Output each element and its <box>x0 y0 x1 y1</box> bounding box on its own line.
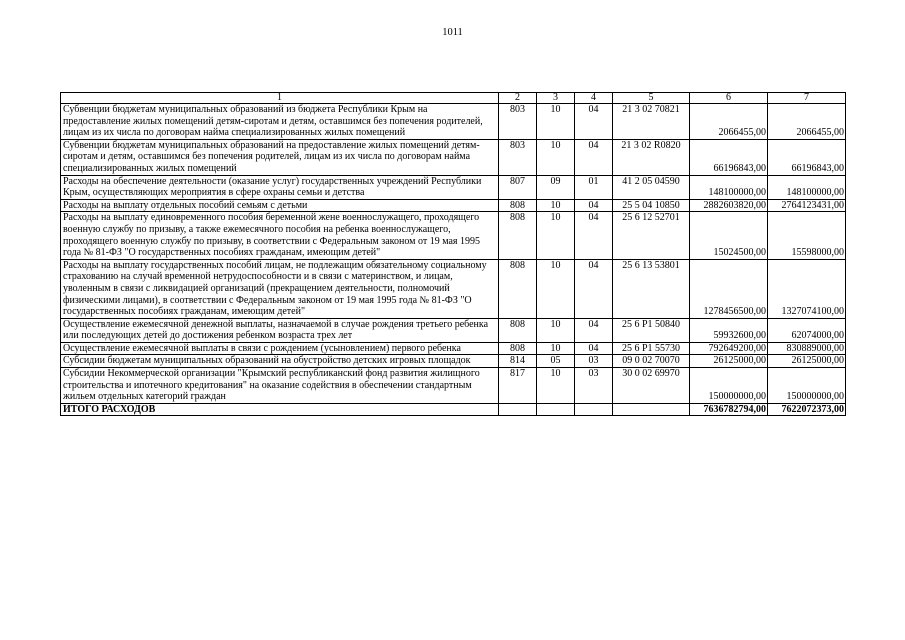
row-subsection-code: 04 <box>575 342 613 355</box>
budget-table <box>60 92 846 416</box>
row-section-code: 10 <box>537 342 575 355</box>
header-cell: 3 <box>537 93 575 104</box>
row-amount-col7: 148100000,00 <box>768 175 846 199</box>
row-amount-col7: 1327074100,00 <box>768 259 846 318</box>
row-ministry-code: 814 <box>499 355 537 368</box>
row-description: Субвенции бюджетам муниципальных образований из бюджета Республики Крым на предоставление жилых помещений детям-сиротам и детям, оставшимся без попечения родителей, лицам из их числа по договорам найма специализированных жилых помещений <box>61 104 499 140</box>
row-amount-col7: 26125000,00 <box>768 355 846 368</box>
row-amount-col6: 150000000,00 <box>690 368 768 404</box>
row-subsection-code: 04 <box>575 259 613 318</box>
total-label: ИТОГО РАСХОДОВ <box>61 403 499 416</box>
row-section-code: 10 <box>537 368 575 404</box>
row-target-article: 25 6 P1 50840 <box>613 318 690 342</box>
row-target-article: 25 5 04 10850 <box>613 199 690 212</box>
row-target-article: 30 0 02 69970 <box>613 368 690 404</box>
header-cell: 1 <box>61 93 499 104</box>
row-section-code: 10 <box>537 104 575 140</box>
header-cell: 7 <box>768 93 846 104</box>
header-row <box>61 93 846 104</box>
row-target-article: 25 6 P1 55730 <box>613 342 690 355</box>
row-section-code: 10 <box>537 212 575 259</box>
row-ministry-code: 808 <box>499 318 537 342</box>
row-ministry-code: 808 <box>499 199 537 212</box>
header-cell: 4 <box>575 93 613 104</box>
row-amount-col7: 2066455,00 <box>768 104 846 140</box>
row-description: Осуществление ежемесячной выплаты в связи с рождением (усыновлением) первого ребенка <box>61 342 499 355</box>
total-empty-cell <box>613 403 690 416</box>
row-target-article: 41 2 05 04590 <box>613 175 690 199</box>
row-amount-col6: 66196843,00 <box>690 139 768 175</box>
row-target-article: 09 0 02 70070 <box>613 355 690 368</box>
total-row <box>61 403 846 416</box>
row-ministry-code: 807 <box>499 175 537 199</box>
row-ministry-code: 803 <box>499 139 537 175</box>
row-amount-col6: 15024500,00 <box>690 212 768 259</box>
row-description: Субвенции бюджетам муниципальных образований на предоставление жилых помещений детям-сиротам и детям, оставшимся без попечения родителей, лицам из их числа по договорам найма специализированных жилых помещений <box>61 139 499 175</box>
table-row <box>61 355 846 368</box>
row-amount-col7: 62074000,00 <box>768 318 846 342</box>
row-target-article: 21 3 02 R0820 <box>613 139 690 175</box>
row-description: Расходы на выплату единовременного пособия беременной жене военнослужащего, проходящего военную службу по призыву, а также ежемесячного пособия на ребенка военнослужащего, проходящего военную службу по призыву, в соответствии с Федеральным законом от 19 мая 1995 года № 81-ФЗ "О государственных пособиях гражданам, имеющим детей" <box>61 212 499 259</box>
row-target-article: 21 3 02 70821 <box>613 104 690 140</box>
table-row <box>61 318 846 342</box>
row-subsection-code: 04 <box>575 139 613 175</box>
row-amount-col6: 2066455,00 <box>690 104 768 140</box>
header-cell: 6 <box>690 93 768 104</box>
table-row <box>61 212 846 259</box>
total-empty-cell <box>537 403 575 416</box>
row-amount-col6: 26125000,00 <box>690 355 768 368</box>
row-subsection-code: 04 <box>575 199 613 212</box>
row-amount-col7: 150000000,00 <box>768 368 846 404</box>
page-number: 1011 <box>442 27 463 38</box>
row-section-code: 10 <box>537 139 575 175</box>
row-amount-col6: 148100000,00 <box>690 175 768 199</box>
row-subsection-code: 03 <box>575 355 613 368</box>
row-section-code: 10 <box>537 199 575 212</box>
row-description: Расходы на выплату отдельных пособий семьям с детьми <box>61 199 499 212</box>
row-ministry-code: 803 <box>499 104 537 140</box>
row-section-code: 05 <box>537 355 575 368</box>
row-description: Субсидии бюджетам муниципальных образований на обустройство детских игровых площадок <box>61 355 499 368</box>
total-empty-cell <box>575 403 613 416</box>
row-section-code: 09 <box>537 175 575 199</box>
row-amount-col7: 66196843,00 <box>768 139 846 175</box>
row-ministry-code: 817 <box>499 368 537 404</box>
row-amount-col7: 830889000,00 <box>768 342 846 355</box>
row-amount-col7: 15598000,00 <box>768 212 846 259</box>
table-row <box>61 199 846 212</box>
table-row <box>61 104 846 140</box>
row-description: Расходы на выплату государственных пособий лицам, не подлежащим обязательному социальному страхованию на случай временной нетрудоспособности и в связи с материнством, и лицам, уволенным в связи с ликвидацией организаций (прекращением деятельности, полномочий физическими лицами), в соответствии с Федеральным законом от 19 мая 1995 года № 81-ФЗ "О государственных пособиях гражданам, имеющим детей" <box>61 259 499 318</box>
table-row <box>61 259 846 318</box>
row-description: Расходы на обеспечение деятельности (оказание услуг) государственных учреждений Республики Крым, осуществляющих мероприятия в сфере охраны семьи и детства <box>61 175 499 199</box>
table-row <box>61 175 846 199</box>
row-section-code: 10 <box>537 318 575 342</box>
table-row <box>61 368 846 404</box>
row-section-code: 10 <box>537 259 575 318</box>
header-cell: 5 <box>613 93 690 104</box>
row-amount-col7: 2764123431,00 <box>768 199 846 212</box>
row-description: Субсидии Некоммерческой организации "Крымский республиканский фонд развития жилищного строительства и ипотечного кредитования" на оказание содействия в обеспечении стандартным жильем отдельных категорий граждан <box>61 368 499 404</box>
row-amount-col6: 59932600,00 <box>690 318 768 342</box>
total-amount-c7: 7622072373,00 <box>768 403 846 416</box>
row-subsection-code: 03 <box>575 368 613 404</box>
row-subsection-code: 04 <box>575 318 613 342</box>
row-subsection-code: 01 <box>575 175 613 199</box>
row-target-article: 25 6 12 52701 <box>613 212 690 259</box>
row-amount-col6: 2882603820,00 <box>690 199 768 212</box>
row-description: Осуществление ежемесячной денежной выплаты, назначаемой в случае рождения третьего ребенка или последующих детей до достижения ребенком возраста трех лет <box>61 318 499 342</box>
table-row <box>61 139 846 175</box>
row-ministry-code: 808 <box>499 342 537 355</box>
total-amount-c6: 7636782794,00 <box>690 403 768 416</box>
table-row <box>61 342 846 355</box>
row-amount-col6: 1278456500,00 <box>690 259 768 318</box>
row-subsection-code: 04 <box>575 212 613 259</box>
row-ministry-code: 808 <box>499 212 537 259</box>
header-cell: 2 <box>499 93 537 104</box>
total-empty-cell <box>499 403 537 416</box>
row-target-article: 25 6 13 53801 <box>613 259 690 318</box>
row-ministry-code: 808 <box>499 259 537 318</box>
row-subsection-code: 04 <box>575 104 613 140</box>
row-amount-col6: 792649200,00 <box>690 342 768 355</box>
